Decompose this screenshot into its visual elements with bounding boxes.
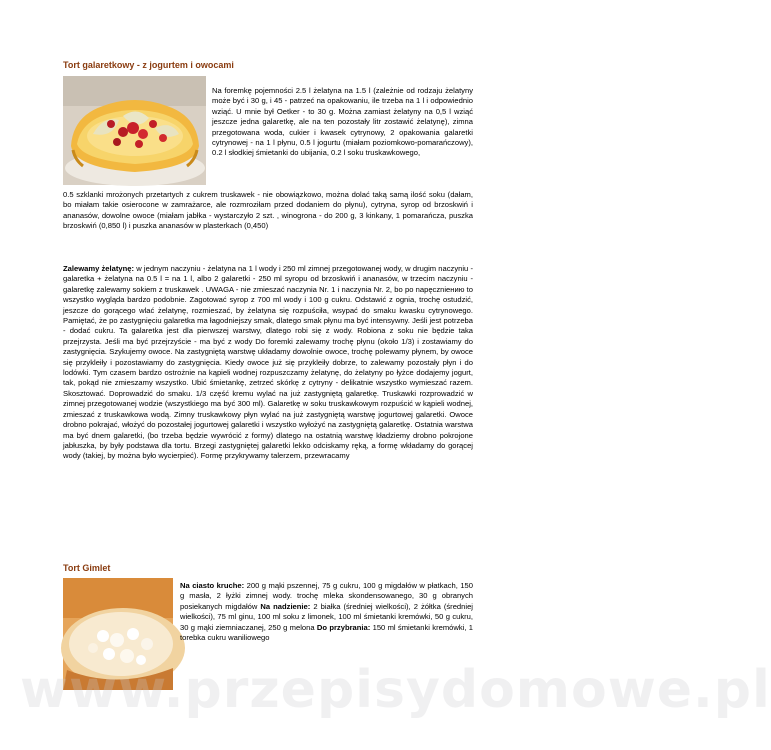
topping-text: 150 ml śmietanki kremówki, 1 torebka cukru waniliowego [180, 622, 473, 643]
recipe-title-gimlet: Tort Gimlet [63, 563, 111, 573]
recipe-title-jelly-cake: Tort galaretkowy - z jogurtem i owocami [63, 60, 234, 70]
filling-text: 2 białka (średniej wielkości), 2 żółtka (średniej wielkości), 75 ml ginu, 100 ml soku z limonek, 100 ml śmietanki kremówki, 50 g cukru, 30 g mąki ziemniaczanej, 250 g melona [180, 601, 473, 632]
jelly-cake-method [63, 264, 473, 462]
filling-label: Na nadzienie: [260, 601, 311, 611]
jelly-cake-photo [63, 76, 206, 185]
crust-label: Na ciasto kruche: [180, 581, 245, 590]
jelly-cake-ingredients-rest: 0.5 szklanki mrożonych przetartych z cukrem truskawek - nie obowiązkowo, można dolać taką samą ilość soku (dałam, bo miałam takie osierocone w zamrażarce, ale rozmroziłam przed dodaniem do płynu), cytryna, syrop od brzoskwiń i ananasów, dowolne owoce (miałam jabłka - wystarczyło 2 szt. , winogrona - do 200 g, 3 kinkany, 1 pomarańcza, puszka brzoskwiń (0,850 l) i puszka ananasów w plasterkach (0,450) [63, 190, 473, 231]
topping-label: Do przybrania: [316, 622, 371, 632]
method-label: Zalewamy żelatynę: [63, 264, 135, 273]
gimlet-ingredients [180, 581, 473, 643]
crust-text: 200 g mąki pszennej, 75 g cukru, 100 g migdałów w płatkach, 150 g masła, 2 łyżki zimnej wody. trochę mleka skondensowanego, 30 g obranych posiekanych migdałów [180, 581, 473, 611]
site-watermark: www.przepisydomowe.pl [20, 660, 771, 720]
gimlet-tart-photo [63, 578, 173, 690]
method-text: w jednym naczyniu - żelatyna na 1 l wody i 250 ml zimnej przegotowanej wody, w drugim naczyniu - galaretka + żelatyna na 0.5 l = na 1 l, albo 2 galaretki - 250 ml syropu od brzoskwiń i ananasów, w trzecim naczyniu - galaretkę zalewamy sokiem z truskawek . UWAGA - nie zmieszać naczynia Nr. 1 i naczynia Nr. 2, bo po napęczniению to wszystko wygląda bardzo podobnie. Zagotować syrop z 700 ml wody i 100 g cukru. Odstawić z ognia, trochę ostudzić, jeszcze do gorącego wlać żelatynę, rozmieszać, by żelatyna się rozpuściła, wsypać do smaku kwasku cytrynowego. Pamiętać, że po zastygnięciu galaretka ma łagodniejszy smak, dlatego smak płynu ma być intensywny. Jeśli jest potrzeba - dodać cukru. Ta galaretka jest dla pierwszej warstwy, dlatego robi się z wody. Robiona z soku nie będzie taka przejrzysta. Jeśli ma być przejrzyście - ma być z wody Do foremki zalewamy trochę płynu (około 1/3) i zostawiamy do zastygnięcia. Szykujemy owoce. Na zastygniętą warstwę układamy dowolnie owoce, trochę polewamy płynem, by owoce się przykleiły i pozostawiamy do zastygnięcia. Kiedy owoce już się przykleiły dobrze, to zalewamy pozostały płyn i do lodówki. Tym czasem bardzo ostrożnie na kąpieli wodnej rozpuszczamy żelatynę, do żelatyny po łyżce dodajemy jogurt, tak, pokąd nie zmieszamy wszystko. Ubić śmietankę, zetrzeć skórkę z cytryny - delikatnie wszystko wymieszać razem. Skosztować. Doprowadzić do smaku. 1/3 część kremu wylać na już zastygniętą galaretkę. Truskawki rozprowadzić w zimnej przegotowanej wodzie (wszystkiego ma być 300 ml). Galaretkę w soku truskawkowym rozpuścić w kąpieli wodnej, zmieszać z truskawkowa wodą. Zimny truskawkowy płyn wylać na już zastygniętą warstwę jogurtowej galaretki. Owoce drobno pokrajać, włożyć do pozostałej jogurtowej galaretki i wszystko wyłożyć na zastygniętą galaretkę. Ostatnia warstwa ma być dnem galaretki, (bo trzeba będzie wywrócić z formy) dlatego na ostatnią warstwę kładziemy drobno pokrojone jabłuszka, by były podstawa dla tortu. Brzegi zastygniętej galaretki lekko odciskamy ręką, a formę wkładamy do gorącej wody (takiej, by można było wycierpieć). Formę przykrywamy talerzem, przewracamy [63, 264, 474, 461]
jelly-cake-ingredients-top: Na foremkę pojemności 2.5 l żelatyna na 1.5 l (zależnie od rodzaju żelatyny może być i 30 g, i 45 - patrzeć na opakowaniu, ile trzeba na 1 l i odpowiednio wziąć. U mnie był Oetker - to 30 g. Można zamiast żelatyny na 0,5 l wziąć jeszcze jedna galaretkę, ale na ten pozostały litr zostawić żelatynę), zimna przegotowana woda, cukier i kwasek cytrynowy, 2 opakowania galaretki cytrynowej - na 1 l płynu, 0.5 l jogurtu (miałam poziomkowo-pomarańczowy), 0.2 l słodkiej śmietanki do ubijania, 0.2 l soku truskawkowego, [212, 86, 473, 158]
